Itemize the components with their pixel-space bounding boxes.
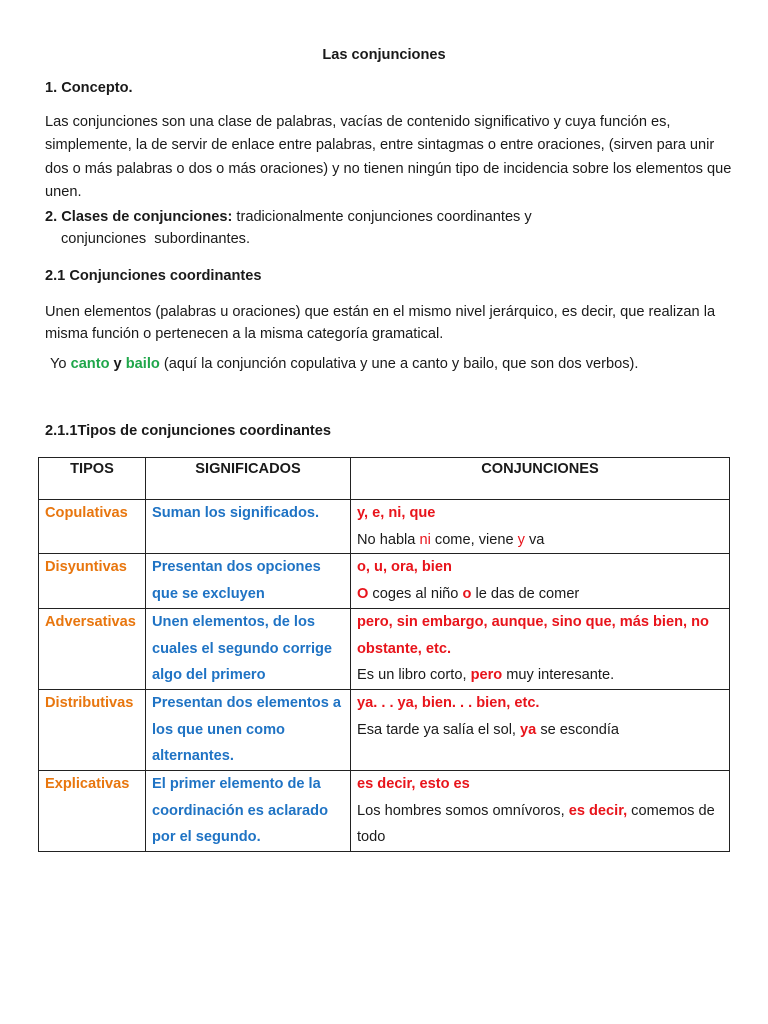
- section-2-heading: 2. Clases de conjunciones:: [45, 209, 233, 225]
- example-part: se escondía: [536, 721, 620, 738]
- cell-tipo: Disyuntivas: [39, 554, 146, 608]
- table-row: [39, 608, 730, 689]
- example-part: Los hombres somos omnívoros,: [357, 802, 569, 819]
- cell-conjunciones: [351, 771, 730, 852]
- cell-example: [357, 662, 723, 689]
- section-2-1-1-heading: 2.1.1Tipos de conjunciones coordinantes: [45, 423, 331, 439]
- example-conj: es decir,: [568, 802, 628, 819]
- example-conj: ya: [520, 721, 537, 738]
- section-2-paragraph: [45, 206, 735, 250]
- cell-conjunciones: [351, 554, 730, 608]
- cell-tipo: Copulativas: [39, 500, 146, 554]
- cell-tipo: Explicativas: [39, 771, 146, 852]
- cell-significado: Presentan dos opciones que se excluyen: [146, 554, 351, 608]
- cell-tipo: Adversativas: [39, 608, 146, 689]
- table-row: [39, 771, 730, 852]
- cell-conj-list: ya. . . ya, bien. . . bien, etc.: [357, 694, 540, 711]
- header-significados: SIGNIFICADOS: [146, 458, 351, 500]
- table-row: [39, 689, 730, 770]
- table-row: [39, 554, 730, 608]
- cell-significado: El primer elemento de la coordinación es aclarado por el segundo.: [146, 771, 351, 852]
- cell-significado: Presentan dos elementos a los que unen como alternantes.: [146, 689, 351, 770]
- cell-conjunciones: [351, 608, 730, 689]
- header-conjunciones: CONJUNCIONES: [351, 458, 730, 500]
- header-tipos: TIPOS: [39, 458, 146, 500]
- example-conj: O: [357, 586, 369, 603]
- example-sentence: [50, 356, 638, 372]
- example-part: va: [524, 531, 545, 548]
- cell-conj-list: y, e, ni, que: [357, 505, 436, 521]
- section-1-heading: 1. Concepto.: [45, 80, 133, 96]
- section-1-text: Las conjunciones son una clase de palabras, vacías de contenido significativo y cuya función es, simplemente, la de servir de enlace entre palabras, entre sintagmas o entre oraciones, (sirven para unir dos o más palabras o dos o más oraciones) y no tienen ningún tipo de incidencia sobre los elementos que unen.: [45, 114, 732, 200]
- example-rest: (aquí la conjunción copulativa y une a canto y bailo, que son dos verbos).: [159, 356, 639, 372]
- section-2-text-line1: tradicionalmente conjunciones coordinantes y: [232, 209, 532, 225]
- example-part: muy interesante.: [502, 667, 615, 684]
- cell-conjunciones: [351, 500, 730, 554]
- section-2-1-heading: 2.1 Conjunciones coordinantes: [45, 268, 262, 284]
- example-part: comemos de todo: [357, 802, 719, 846]
- cell-significado: Suman los significados.: [146, 500, 351, 554]
- cell-example: [357, 581, 723, 608]
- table-row: [39, 500, 730, 554]
- cell-conjunciones: [351, 689, 730, 770]
- example-conj: y: [517, 531, 525, 548]
- example-part: coges al niño: [368, 586, 463, 603]
- cell-significado: Unen elementos, de los cuales el segundo corrige algo del primero: [146, 608, 351, 689]
- example-part: come, viene: [430, 531, 518, 548]
- section-2-text-line2: conjunciones subordinantes.: [61, 231, 251, 247]
- conjunctions-table: [38, 457, 730, 852]
- example-part: Es un libro corto,: [357, 667, 471, 684]
- example-part: No habla: [357, 531, 420, 548]
- example-part: Esa tarde ya salía el sol,: [357, 721, 521, 738]
- cell-conj-list: es decir, esto es: [357, 776, 470, 793]
- cell-conj-list: o, u, ora, bien: [357, 559, 452, 576]
- example-conj: pero: [470, 667, 503, 684]
- example-part: le das de comer: [471, 586, 580, 603]
- example-conj: o: [462, 586, 472, 603]
- table-header-row: [39, 458, 730, 500]
- example-bailo: bailo: [125, 356, 160, 372]
- example-y: y: [109, 356, 126, 372]
- section-2-1-text: Unen elementos (palabras u oraciones) que están en el mismo nivel jerárquico, es decir, que realizan la misma función o pertenecen a la misma categoría gramatical.: [45, 304, 716, 342]
- cell-example: [357, 717, 723, 744]
- example-yo: Yo: [50, 356, 71, 372]
- cell-conj-list: pero, sin embargo, aunque, sino que, más bien, no obstante, etc.: [357, 613, 709, 657]
- cell-tipo: Distributivas: [39, 689, 146, 770]
- cell-example: [357, 527, 723, 554]
- example-canto: canto: [70, 356, 110, 372]
- example-conj: ni: [419, 531, 431, 548]
- page-title: Las conjunciones: [322, 47, 446, 63]
- cell-example: [357, 798, 723, 851]
